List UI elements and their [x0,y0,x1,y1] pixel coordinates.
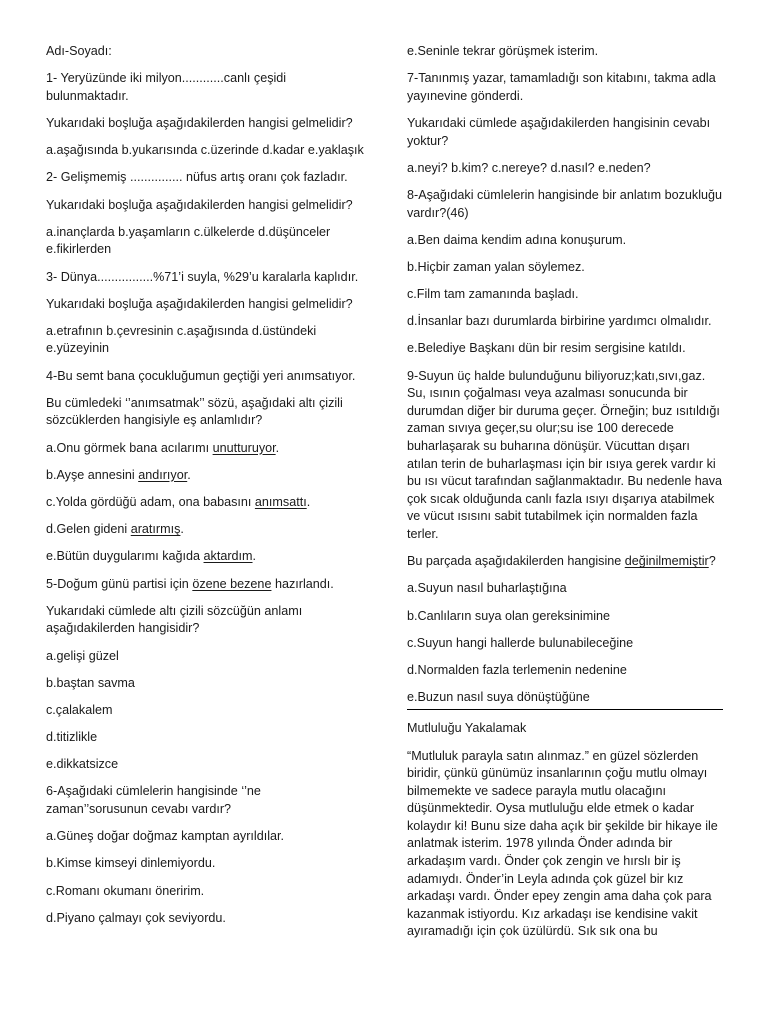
question-8-option-a: a.Ben daima kendim adına konuşurum. [407,232,627,247]
question-1-prompt: Yukarıdaki boşluğa aşağıdakilerden hangisi gelmelidir? [46,115,353,130]
question-3: 3- Dünya................%71’i suyla, %29’u karalarla kaplıdır. [46,269,359,284]
question-5-option-b: b.baştan savma [46,675,135,690]
question-4: 4-Bu semt bana çocukluğumun geçtiği yeri anımsatıyor. [46,368,356,383]
question-9-option-b: b.Canlıların suya olan gereksinimine [407,608,611,623]
option-text: c.Yolda gördüğü adam, ona babasını [46,495,255,509]
question-2-prompt: Yukarıdaki boşluğa aşağıdakilerden hangisi gelmelidir? [46,197,353,212]
question-8-option-c: c.Film tam zamanında başladı. [407,287,579,302]
question-5 [46,576,366,594]
question-1-options: a.aşağısında b.yukarısında c.üzerinde d.kadar e.yaklaşık [46,143,364,158]
question-5-option-e: e.dikkatsizce [46,757,119,772]
story-text: “Mutluluk parayla satın alınmaz.” en güzel sözlerden biridir, çünkü günümüz insanlarının çoğu mutlu olmayı bilmemekte ve sadece parayla mutlu olacağını düşünmektedir. Oysa mutluluğu elde etmek o kadar kolaydır ki! Bunu size daha açık bir şekilde bir hikaye ile anlatmak isterim. 1978 yılında Önder adında bir arkadaşım vardı. Önder çok zengin ve hırslı bir iş adamıydı. Önder’in Leyla adında çok güzel bir kız arkadaşı vardı. Önder epey zengin ama daha çok para kazanmak istiyordu. Kız arkadaşı ise kendisine vakit ayıramadığı için çok üzülürdü. Sık sık ona bu [407,748,718,939]
prompt-punct: ? [708,554,716,569]
question-4-option-a [46,440,366,458]
section-divider [407,709,723,710]
question-6-option-a: a.Güneş doğar doğmaz kamptan ayrıldılar. [46,829,285,844]
left-column [46,43,366,937]
option-text: a.Onu görmek bana acılarımı [46,440,213,455]
question-6: 6-Aşağıdaki cümlelerin hangisinde ‘’ne zaman’’sorusunun cevabı vardır? [46,784,261,817]
underlined-word: unutturuyor [212,440,276,455]
question-6-option-d: d.Piyano çalmayı çok seviyordu. [46,910,226,925]
question-text-end: hazırlandı. [271,576,334,591]
story-title: Mutluluğu Yakalamak [407,721,527,736]
option-punct: . [275,440,280,455]
option-punct: . [187,467,191,482]
name-label: Adı-Soyadı: [46,44,112,58]
underlined-word: aktardım [203,549,253,564]
question-7: 7-Tanınmış yazar, tamamladığı son kitabını, takma adla yayınevine gönderdi. [407,71,716,103]
question-1: 1- Yeryüzünde iki milyon............canlı çeşidi bulunmaktadır. [46,71,287,103]
question-6-option-e: e.Seninle tekrar görüşmek isterim. [407,44,599,58]
question-2: 2- Gelişmemiş ............... nüfus artış oranı çok fazladır. [46,170,348,185]
question-5-option-c: c.çalakalem [46,702,113,717]
question-9-option-c: c.Suyun hangi hallerde bulunabileceğine [407,635,634,650]
question-4-prompt: Bu cümledeki ‘’anımsatmak’’ sözü, aşağıdaki altı çizili sözcüklerden hangisiyle eş anlamlıdır? [46,395,343,428]
question-5-option-a: a.gelişi güzel [46,648,119,663]
question-9-prompt [407,553,723,571]
question-6-option-b: b.Kimse kimseyi dinlemiyordu. [46,856,216,871]
question-6-option-c: c.Romanı okumanı öneririm. [46,883,205,898]
underlined-word: özene bezene [192,576,272,591]
question-3-prompt: Yukarıdaki boşluğa aşağıdakilerden hangisi gelmelidir? [46,296,353,311]
question-9-option-e: e.Buzun nasıl suya dönüştüğüne [407,690,590,705]
question-9-passage: 9-Suyun üç halde bulunduğunu biliyoruz;katı,sıvı,gaz. Su, ısının çoğalması veya azalması sonucunda bir durumdan diğer bir duruma geçer. Örneğin; buz ısıtıldığı zaman sıvıya geçer,su olur;su ise 100 derecede buharlaşarak su buharına dönüşür. Vücuttan dışarı atılan terin de buharlaşması için bir ısıya gerek vardır ki bu ısı vücut tarafından sağlanmaktadır. Bu nedenle hava çok sıcak olduğunda canlı fazla ısıyı dışarıya atabilmek ve vücut ısısını sabit tutabilmek için normalden fazla terler. [407,368,723,541]
question-5-prompt: Yukarıdaki cümlede altı çizili sözcüğün anlamı aşağıdakilerden hangisidir? [46,603,303,636]
question-5-option-d: d.titizlikle [46,730,98,745]
underlined-word: andırıyor [138,467,188,482]
option-punct: . [180,522,184,537]
question-text: 5-Doğum günü partisi için [46,576,193,591]
question-4-option-c [46,494,366,512]
question-8-option-e: e.Belediye Başkanı dün bir resim sergisine katıldı. [407,341,686,356]
option-punct: . [306,495,311,509]
question-4-option-b [46,467,366,485]
underlined-word: anımsattı [254,495,307,509]
underlined-word: aratırmış [130,522,181,537]
right-column [407,43,723,941]
option-text: d.Gelen gideni [46,522,131,537]
option-text: e.Bütün duygularımı kağıda [46,549,204,564]
question-4-option-e [46,548,366,566]
question-9-option-d: d.Normalden fazla terlemenin nedenine [407,662,627,677]
option-text: b.Ayşe annesini [46,467,139,482]
question-7-prompt: Yukarıdaki cümlede aşağıdakilerden hangisinin cevabı yoktur? [407,115,711,148]
question-8: 8-Aşağıdaki cümlelerin hangisinde bir anlatım bozukluğu vardır?(46) [407,187,723,220]
question-8-option-b: b.Hiçbir zaman yalan söylemez. [407,259,585,274]
option-punct: . [252,549,257,564]
question-3-options: a.etrafının b.çevresinin c.aşağısında d.üstündeki e.yüzeyinin [46,323,317,356]
question-9-option-a: a.Suyun nasıl buharlaştığına [407,581,567,596]
underlined-word: değinilmemiştir [624,554,709,569]
question-7-options: a.neyi? b.kim? c.nereye? d.nasıl? e.neden? [407,160,651,175]
question-2-options: a.inançlarda b.yaşamların c.ülkelerde d.düşünceler e.fikirlerden [46,224,331,257]
prompt-text: Bu parçada aşağıdakilerden hangisine [407,554,625,569]
question-4-option-d [46,521,366,539]
question-8-option-d: d.İnsanlar bazı durumlarda birbirine yardımcı olmalıdır. [407,314,712,329]
